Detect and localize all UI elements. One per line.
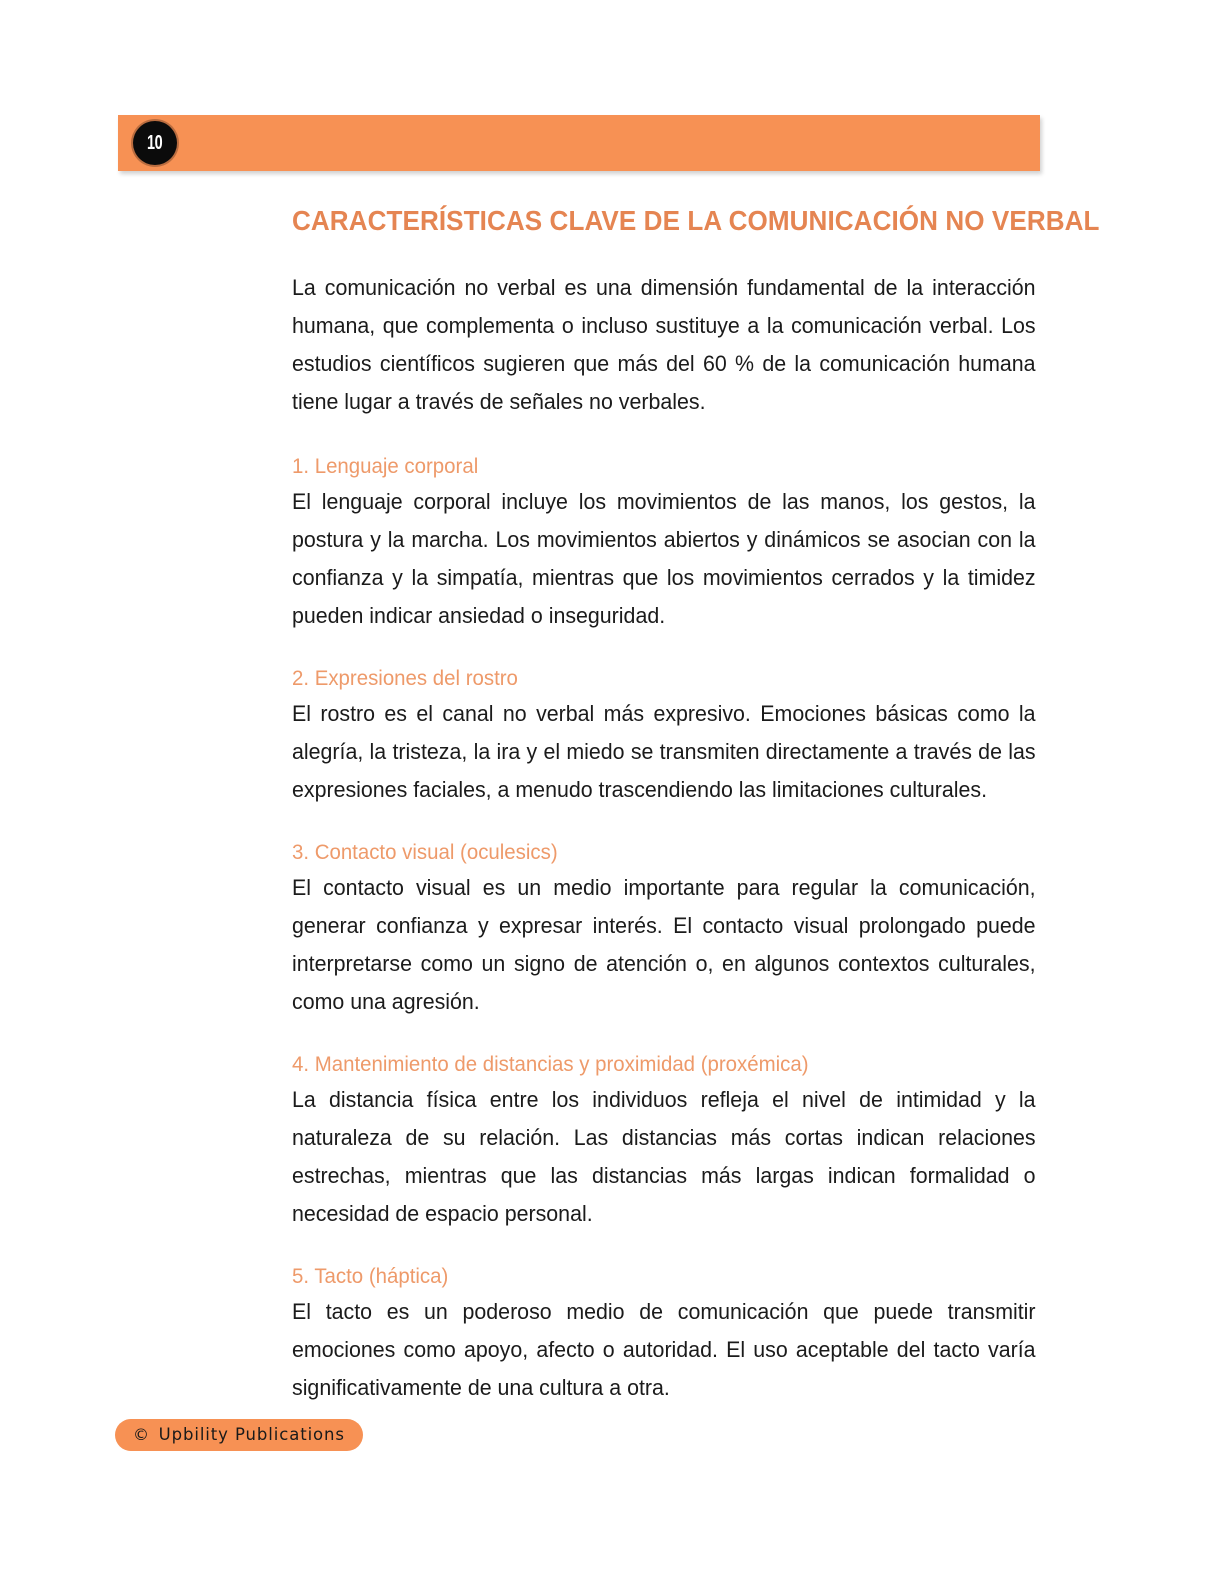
publisher-badge — [115, 1419, 363, 1451]
section-body-2: El rostro es el canal no verbal más expresivo. Emociones básicas como la alegría, la tristeza, la ira y el miedo se transmiten directamente a través de las expresiones faciales, a menudo trascendiendo las limitaciones culturales. — [292, 701, 1036, 803]
copyright-icon: © — [133, 1425, 150, 1444]
section-contacto-visual — [292, 837, 1036, 1021]
section-body-3: El contacto visual es un medio importante para regular la comunicación, generar confianza y expresar interés. El contacto visual prolongado puede interpretarse como un signo de atención o, en algunos contextos culturales, como una agresión. — [292, 875, 1036, 1015]
section-lenguaje-corporal — [292, 451, 1036, 635]
page-header-bar — [118, 115, 1040, 171]
section-heading-1: 1. Lenguaje corporal — [292, 454, 479, 479]
intro-paragraph: La comunicación no verbal es una dimensión fundamental de la interacción humana, que complementa o incluso sustituye a la comunicación verbal. Los estudios científicos sugieren que más del 60 % de la comunicación humana tiene lugar a través de señales no verbales. — [292, 275, 1036, 415]
page-title: CARACTERÍSTICAS CLAVE DE LA COMUNICACIÓN NO VERBAL — [292, 205, 1100, 236]
section-body-1: El lenguaje corporal incluye los movimientos de las manos, los gestos, la postura y la marcha. Los movimientos abiertos y dinámicos se asocian con la confianza y la simpatía, mientras que los movimientos cerrados y la timidez pueden indicar ansiedad o inseguridad. — [292, 489, 1036, 629]
page-number-badge — [133, 121, 177, 165]
page-number-label: 10 — [147, 132, 163, 154]
publisher-name: Upbility Publications — [158, 1424, 345, 1444]
section-body-4: La distancia física entre los individuos refleja el nivel de intimidad y la naturaleza de su relación. Las distancias más cortas indican relaciones estrechas, mientras que las distancias más largas indican formalidad o necesidad de espacio personal. — [292, 1087, 1036, 1227]
document-content — [292, 205, 1100, 1407]
section-heading-2: 2. Expresiones del rostro — [292, 666, 518, 691]
section-expresiones-del-rostro — [292, 663, 1036, 809]
section-heading-5: 5. Tacto (háptica) — [292, 1264, 449, 1289]
section-haptica — [292, 1261, 1036, 1407]
section-heading-3: 3. Contacto visual (oculesics) — [292, 840, 558, 865]
intro-paragraph-block — [292, 269, 1036, 421]
section-heading-4: 4. Mantenimiento de distancias y proximidad (proxémica) — [292, 1052, 809, 1077]
section-proxemica — [292, 1049, 1036, 1233]
section-body-5: El tacto es un poderoso medio de comunicación que puede transmitir emociones como apoyo, afecto o autoridad. El uso aceptable del tacto varía significativamente de una cultura a otra. — [292, 1299, 1036, 1401]
